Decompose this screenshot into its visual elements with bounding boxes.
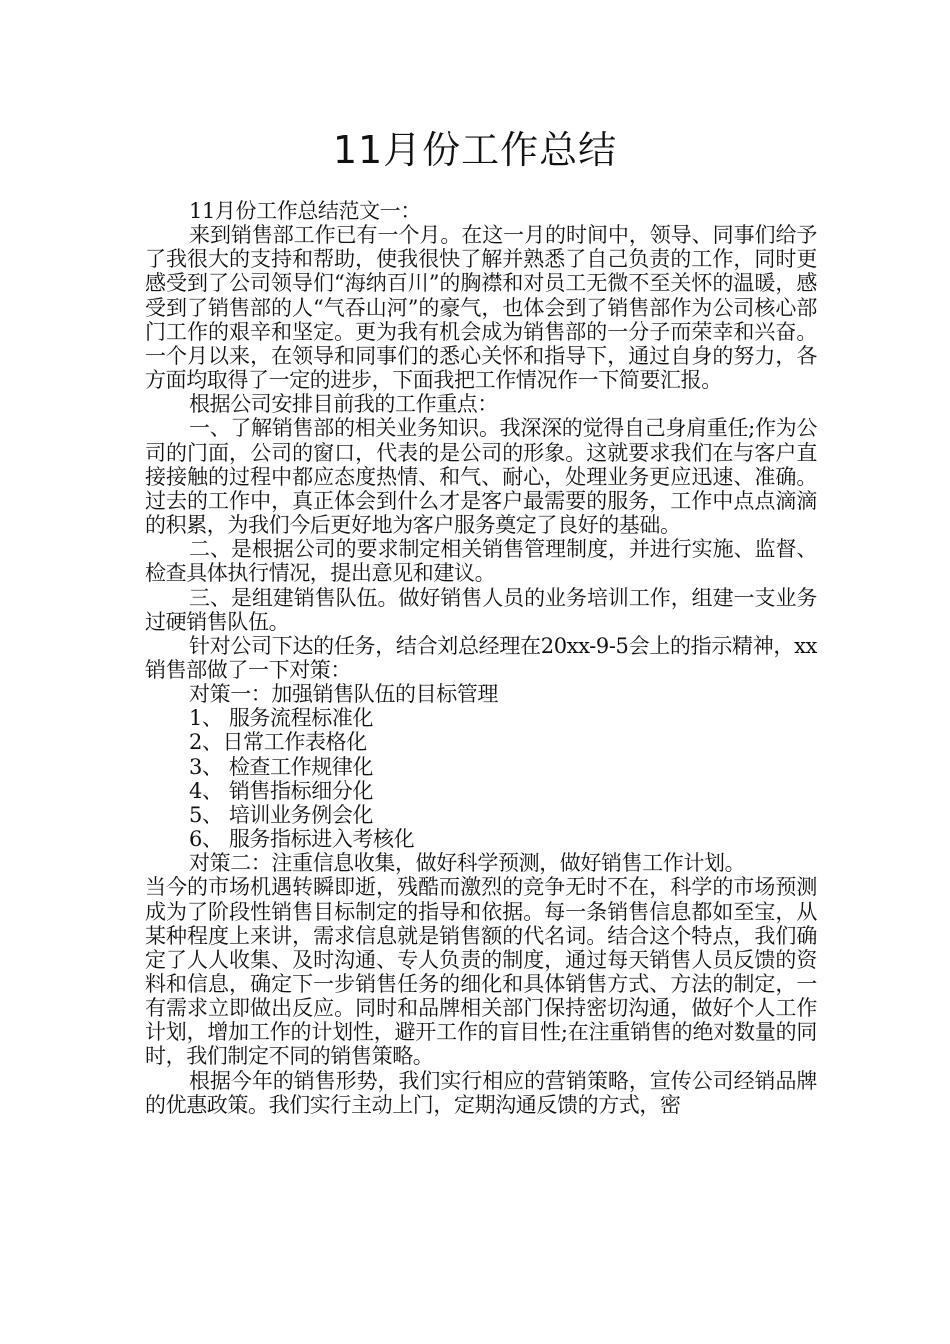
paragraph-strategy-one: 对策一：加强销售队伍的目标管理: [189, 682, 498, 707]
paragraph-task: 针对公司下达的任务，结合刘总经理在20xx-9-5会上的指示精神，xx销售部做了一下对策：: [145, 633, 817, 682]
paragraph-sales-situation: 根据今年的销售形势，我们实行相应的营销策略，宣传公司经销品牌的优惠政策。我们实行主动上门，定期沟通反馈的方式，密: [145, 1068, 817, 1117]
document-title: 11月份工作总结: [332, 128, 618, 172]
list-item: 2、日常工作表格化: [189, 730, 367, 755]
list-item: 1、 服务流程标准化: [189, 706, 374, 731]
paragraph-intro-heading: 11月份工作总结范文一：: [189, 199, 421, 223]
paragraph-market: 当今的市场机遇转瞬即逝，残酷而激烈的竞争无时不在，科学的市场预测成为了阶段性销售目标制定的指导和依据。每一条销售信息都如至宝，从某种程度上来讲，需求信息就是销售额的代名词。结合这个特点，我们确定了人人收集、及时沟通、专人负责的制度，通过每天销售人员反馈的资料和信息，确定下一步销售任务的细化和具体销售方式、方法的制定，一有需求立即做出反应。同时和品牌相关部门保持密切沟通，做好个人工作计划，增加工作的计划性，避开工作的盲目性;在注重销售的绝对数量的同时，我们制定不同的销售策略。: [145, 875, 817, 1069]
paragraph-point-two: 二、是根据公司的要求制定相关销售管理制度，并进行实施、监督、检查具体执行情况，提出意见和建议。: [145, 537, 817, 586]
paragraph-point-one: 一、了解销售部的相关业务知识。我深深的觉得自己身肩重任;作为公司的门面，公司的窗口，代表的是公司的形象。这就要求我们在与客户直接接触的过程中都应态度热情、和气、耐心，处理业务更应迅速、准确。过去的工作中，真正体会到什么才是客户最需要的服务，工作中点点滴滴的积累，为我们今后更好地为客户服务奠定了良好的基础。: [145, 416, 817, 538]
list-item: 6、 服务指标进入考核化: [189, 827, 415, 852]
paragraph-focus-heading: 根据公司安排目前我的工作重点：: [189, 392, 498, 417]
document-body: [145, 199, 817, 1117]
list-item: 3、 检查工作规律化: [189, 754, 374, 779]
paragraph-point-three: 三、是组建销售队伍。做好销售人员的业务培训工作，组建一支业务过硬销售队伍。: [145, 585, 817, 634]
list-item: 5、 培训业务例会化: [189, 802, 374, 827]
paragraph-strategy-two: 对策二：注重信息收集，做好科学预测，做好销售工作计划。: [189, 851, 746, 876]
list-item: 4、 销售指标细分化: [189, 778, 374, 803]
paragraph-opening: 来到销售部工作已有一个月。在这一月的时间中，领导、同事们给予了我很大的支持和帮助，使我很快了解并熟悉了自己负责的工作，同时更感受到了公司领导们“海纳百川”的胸襟和对员工无微不至关怀的温暖，感受到了销售部的人“气吞山河”的豪气，也体会到了销售部作为公司核心部门工作的艰辛和坚定。更为我有机会成为销售部的一分子而荣幸和兴奋。一个月以来，在领导和同事们的悉心关怀和指导下，通过自身的努力，各方面均取得了一定的进步，下面我把工作情况作一下简要汇报。: [145, 223, 817, 393]
